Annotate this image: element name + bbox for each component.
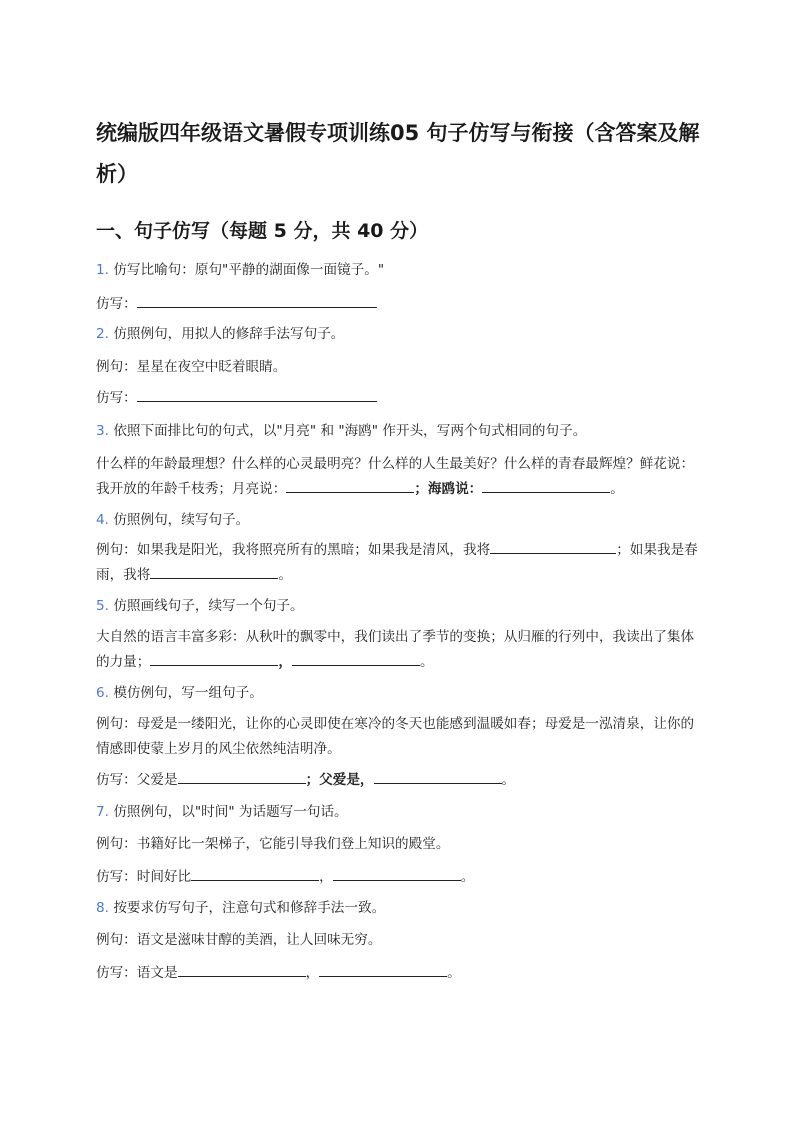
question-1	[96, 258, 706, 283]
answer-blank[interactable]	[191, 866, 319, 881]
question-text: 按要求仿写句子，注意句式和修辞手法一致。	[113, 900, 386, 916]
connector-text: ，	[278, 654, 292, 670]
example-sentence: 例句：书籍好比一架梯子，它能引导我们登上知识的殿堂。	[96, 836, 450, 852]
body-text: 大自然的语言丰富多彩：从秋叶的飘零中，我们读出了季节的变换；从归雁的行列中，我读出了集体的力量；	[96, 629, 695, 670]
answer-blank[interactable]	[178, 962, 306, 977]
imitate-label: 仿写：父爱是	[96, 772, 178, 788]
question-text: 模仿例句，写一组句子。	[113, 685, 263, 701]
question-4	[96, 508, 706, 533]
question-number: 2.	[96, 326, 109, 342]
answer-blank[interactable]	[374, 769, 502, 784]
end-mark: 。	[501, 772, 516, 788]
question-text: 仿照例句，用拟人的修辞手法写句子。	[113, 326, 345, 342]
question-3	[96, 419, 706, 444]
answer-blank[interactable]	[150, 651, 278, 666]
answer-line-7	[96, 865, 706, 890]
connector-text: ；海鸥说：	[414, 481, 483, 497]
example-sentence: 例句：星星在夜空中眨着眼睛。	[96, 359, 287, 375]
question-number: 6.	[96, 685, 109, 701]
question-number: 1.	[96, 262, 109, 278]
question-number: 8.	[96, 900, 109, 916]
answer-line-1	[96, 292, 706, 317]
imitate-label: 仿写：时间好比	[96, 869, 192, 885]
example-sentence: 例句：语文是滋味甘醇的美酒，让人回味无穷。	[96, 932, 382, 948]
question-5	[96, 594, 706, 619]
answer-line-2	[96, 386, 706, 411]
connector-text: ，	[305, 965, 320, 981]
answer-blank[interactable]	[319, 962, 447, 977]
document-title: 统编版四年级语文暑假专项训练05 句子仿写与衔接（含答案及解析）	[96, 121, 700, 186]
question-8	[96, 896, 706, 921]
connector-text: ；父爱是，	[305, 772, 374, 788]
example-sentence: 例句：母爱是一缕阳光，让你的心灵即使在寒冷的冬天也能感到温暖如春；母爱是一泓清泉，让你的情感即使蒙上岁月的风尘依然纯洁明净。	[96, 716, 695, 757]
answer-blank[interactable]	[150, 564, 278, 579]
question-5-body	[96, 625, 706, 675]
end-mark: 。	[610, 481, 624, 497]
answer-blank[interactable]	[482, 478, 610, 493]
connector-text: ，	[319, 869, 333, 885]
imitate-label: 仿写：	[96, 390, 137, 406]
connector-text: ；如果我是春雨，我将	[96, 542, 698, 583]
answer-blank[interactable]	[333, 866, 461, 881]
question-4-body	[96, 538, 706, 588]
body-text: 什么样的年龄最理想？什么样的心灵最明亮？什么样的人生最美好？什么样的青春最辉煌？鲜花说：我开放的年龄千枝秀；月亮说：	[96, 456, 695, 497]
question-number: 3.	[96, 423, 109, 439]
question-text: 仿写比喻句：原句"平静的湖面像一面镜子。"	[113, 262, 385, 278]
answer-blank[interactable]	[178, 769, 306, 784]
answer-line-8	[96, 961, 706, 986]
question-3-body	[96, 452, 706, 502]
end-mark: 。	[419, 654, 434, 670]
question-2	[96, 322, 706, 347]
answer-blank[interactable]	[490, 539, 616, 554]
body-text: 例句：如果我是阳光，我将照亮所有的黑暗；如果我是清风，我将	[96, 542, 491, 558]
section-heading: 一、句子仿写（每题 5 分，共 40 分）	[96, 220, 429, 242]
question-6	[96, 681, 706, 706]
end-mark: 。	[278, 567, 292, 583]
answer-line-6	[96, 768, 706, 793]
answer-blank[interactable]	[137, 293, 377, 308]
question-text: 仿照例句，续写句子。	[113, 512, 250, 528]
imitate-label: 仿写：	[96, 296, 137, 312]
answer-blank[interactable]	[286, 478, 414, 493]
question-7	[96, 800, 706, 825]
question-number: 7.	[96, 804, 109, 820]
imitate-label: 仿写：语文是	[96, 965, 178, 981]
end-mark: 。	[447, 965, 461, 981]
question-text: 仿照画线句子，续写一个句子。	[113, 598, 304, 614]
question-text: 仿照例句，以"时间" 为话题写一句话。	[113, 804, 348, 820]
question-number: 5.	[96, 598, 109, 614]
answer-blank[interactable]	[137, 387, 377, 402]
question-number: 4.	[96, 512, 109, 528]
answer-blank[interactable]	[292, 651, 420, 666]
end-mark: 。	[460, 869, 475, 885]
question-text: 依照下面排比句的句式，以"月亮" 和 "海鸥" 作开头，写两个句式相同的句子。	[113, 423, 587, 439]
